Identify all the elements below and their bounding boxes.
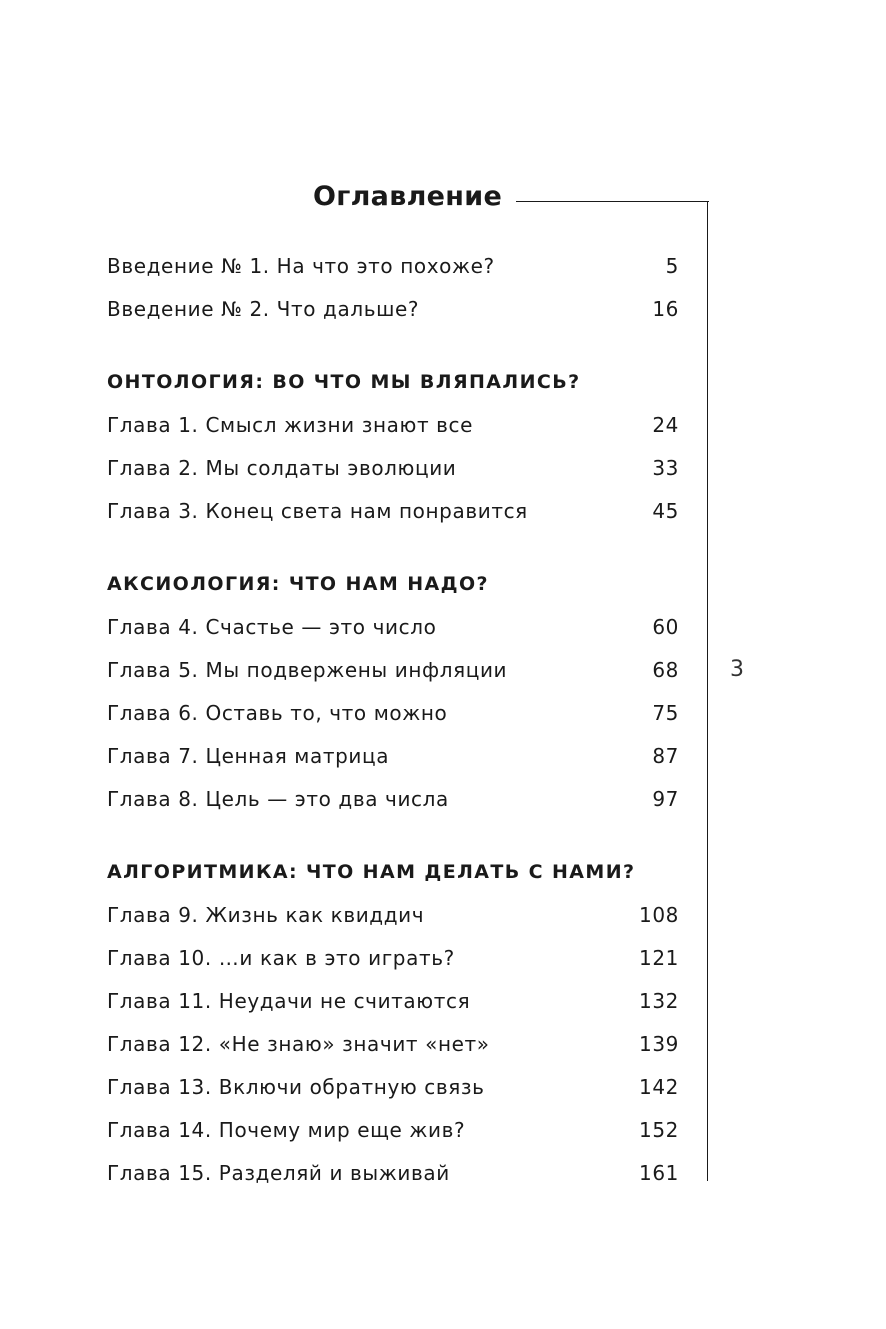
entry-page: 142 <box>639 1075 679 1099</box>
entry-page: 16 <box>652 297 679 321</box>
toc-entry-chapter-4 <box>107 612 679 642</box>
page-number: 3 <box>730 657 744 682</box>
entry-label: Глава 11. Неудачи не считаются <box>107 989 471 1013</box>
entry-label: Глава 7. Ценная матрица <box>107 744 390 768</box>
entry-page: 75 <box>652 701 679 725</box>
toc-entry-chapter-1 <box>107 410 679 440</box>
entry-label: Глава 6. Оставь то, что можно <box>107 701 448 725</box>
entry-page: 87 <box>652 744 679 768</box>
entry-page: 68 <box>652 658 679 682</box>
toc-entry-chapter-5 <box>107 655 679 685</box>
entry-page: 152 <box>639 1118 679 1142</box>
entry-page: 97 <box>652 787 679 811</box>
entry-page: 33 <box>652 456 679 480</box>
entry-label: Глава 10. …и как в это играть? <box>107 946 455 970</box>
section-heading-algorithmics: АЛГОРИТМИКА: ЧТО НАМ ДЕЛАТЬ С НАМИ? <box>107 861 636 883</box>
entry-label: Глава 2. Мы солдаты эволюции <box>107 456 457 480</box>
entry-page: 108 <box>639 903 679 927</box>
toc-entry-chapter-12 <box>107 1029 679 1059</box>
toc-entry-chapter-2 <box>107 453 679 483</box>
entry-label: Глава 8. Цель — это два числа <box>107 787 449 811</box>
title-rule <box>516 201 709 202</box>
entry-label: Глава 15. Разделяй и выживай <box>107 1161 450 1185</box>
entry-label: Глава 13. Включи обратную связь <box>107 1075 485 1099</box>
toc-entry-chapter-7 <box>107 741 679 771</box>
entry-label: Введение № 1. На что это похоже? <box>107 254 495 278</box>
entry-page: 132 <box>639 989 679 1013</box>
toc-entry-chapter-3 <box>107 496 679 526</box>
toc-title: Оглавление <box>312 181 503 212</box>
entry-page: 161 <box>639 1161 679 1185</box>
entry-page: 139 <box>639 1032 679 1056</box>
entry-label: Глава 14. Почему мир еще жив? <box>107 1118 466 1142</box>
toc-entry-chapter-13 <box>107 1072 679 1102</box>
entry-label: Глава 5. Мы подвержены инфляции <box>107 658 508 682</box>
entry-page: 45 <box>652 499 679 523</box>
section-heading-ontology: ОНТОЛОГИЯ: ВО ЧТО МЫ ВЛЯПАЛИСЬ? <box>107 371 581 393</box>
entry-label: Введение № 2. Что дальше? <box>107 297 420 321</box>
entry-page: 121 <box>639 946 679 970</box>
entry-label: Глава 9. Жизнь как квиддич <box>107 903 425 927</box>
toc-entry-chapter-14 <box>107 1115 679 1145</box>
toc-entry-chapter-11 <box>107 986 679 1016</box>
entry-page: 5 <box>665 254 679 278</box>
toc-entry-chapter-10 <box>107 943 679 973</box>
entry-label: Глава 1. Смысл жизни знают все <box>107 413 474 437</box>
entry-page: 60 <box>652 615 679 639</box>
toc-entry-chapter-15 <box>107 1158 679 1188</box>
toc-entry-chapter-9 <box>107 900 679 930</box>
entry-label: Глава 12. «Не знаю» значит «нет» <box>107 1032 490 1056</box>
margin-rule <box>707 201 708 1181</box>
toc-entry-intro-1 <box>107 251 679 281</box>
toc-entry-chapter-8 <box>107 784 679 814</box>
entry-page: 24 <box>652 413 679 437</box>
toc-entry-intro-2 <box>107 294 679 324</box>
toc-entry-chapter-6 <box>107 698 679 728</box>
entry-label: Глава 3. Конец света нам понравится <box>107 499 528 523</box>
section-heading-axiology: АКСИОЛОГИЯ: ЧТО НАМ НАДО? <box>107 573 489 595</box>
entry-label: Глава 4. Счастье — это число <box>107 615 437 639</box>
